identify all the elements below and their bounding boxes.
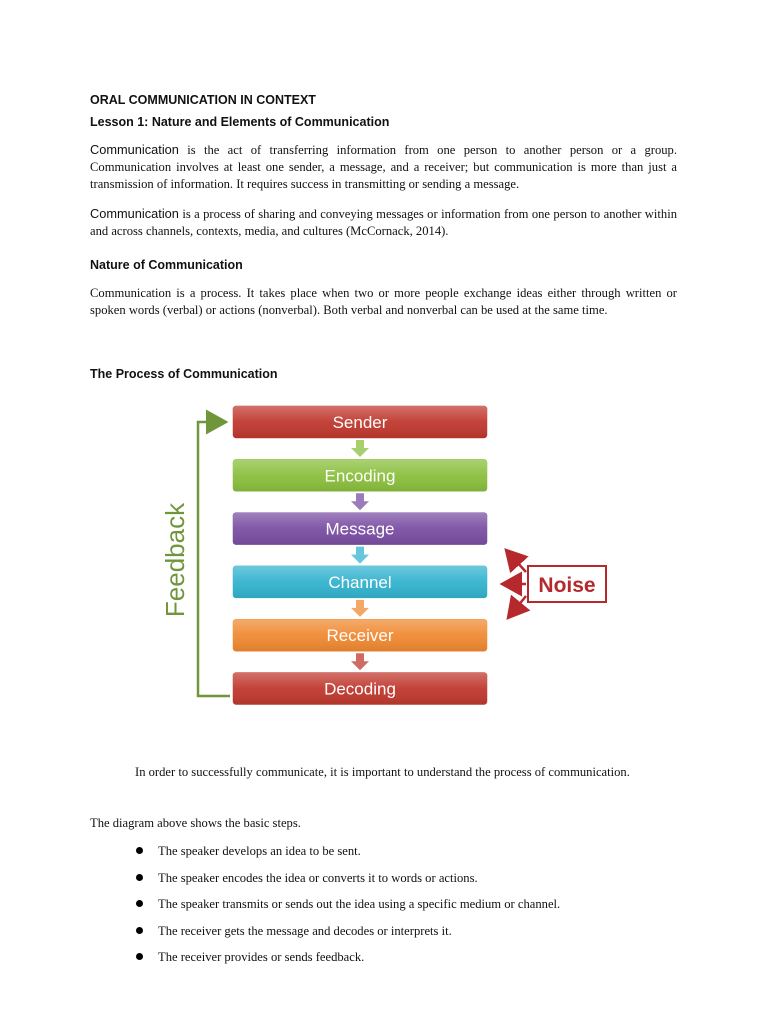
step-channel: [232, 565, 488, 599]
process-heading: The Process of Communication: [90, 367, 278, 381]
list-item: [90, 949, 677, 976]
step-arrow-icon: [351, 600, 369, 617]
step-decoding: [232, 672, 488, 706]
bullet-icon: [136, 953, 143, 960]
communication-process-diagram: [150, 392, 620, 712]
step-receiver: [232, 618, 488, 652]
list-item: [90, 843, 677, 870]
feedback-loop: [160, 422, 230, 696]
paragraph-body: is the act of transferring information from one person to another person or a group. Communication involves at least one sender, a message, and a receiver; but communication is more than just a transmission of information. It requires success in transmitting or sending a message.: [90, 143, 677, 191]
paragraph-process-definition: [90, 205, 677, 240]
step-arrow-icon: [351, 547, 369, 564]
list-item-text: The receiver provides or sends feedback.: [158, 950, 365, 964]
nature-heading: Nature of Communication: [90, 258, 243, 272]
feedback-label: Feedback: [160, 502, 190, 618]
bullet-icon: [136, 847, 143, 854]
nature-paragraph: Communication is a process. It takes place when two or more people exchange ideas either through written or spoken words (verbal) or actions (nonverbal). Both verbal and nonverbal can be used at the same time.: [90, 286, 677, 317]
noise-indicator: [502, 550, 606, 618]
paragraph-body: is a process of sharing and conveying messages or information from one person to another within and across channels, contexts, media, and cultures (McCornack, 2014).: [90, 207, 677, 238]
document-title: ORAL COMMUNICATION IN CONTEXT: [90, 93, 316, 107]
paragraph-lead: Communication: [90, 206, 179, 221]
diagram-intro-text: In order to successfully communicate, it is important to understand the process of communication.: [135, 765, 630, 779]
step-encoding: [232, 458, 488, 492]
step-arrow-icon: [351, 440, 369, 457]
list-item-text: The speaker develops an idea to be sent.: [158, 844, 361, 858]
step-label: Sender: [332, 413, 388, 432]
list-item: [90, 870, 677, 897]
step-message: [232, 512, 488, 546]
step-arrow-icon: [351, 493, 369, 510]
lesson-heading: Lesson 1: Nature and Elements of Communication: [90, 115, 390, 129]
paragraph-definition: [90, 141, 677, 193]
process-steps: [232, 405, 488, 706]
step-arrow-icon: [351, 653, 369, 670]
step-label: Encoding: [324, 466, 396, 486]
diagram-note: The diagram above shows the basic steps.: [90, 816, 301, 830]
step-label: Channel: [328, 572, 392, 592]
basic-steps-list: [90, 843, 677, 976]
list-item-text: The speaker transmits or sends out the idea using a specific medium or channel.: [158, 897, 561, 911]
list-item-text: The speaker encodes the idea or converts it to words or actions.: [158, 870, 478, 885]
step-sender: [232, 405, 488, 439]
step-label: Message: [325, 519, 395, 539]
list-item-text: The receiver gets the message and decodes or interprets it.: [158, 923, 452, 938]
step-label: Decoding: [324, 679, 396, 699]
list-item: [90, 896, 677, 923]
step-label: Receiver: [326, 626, 394, 646]
list-item: [90, 923, 677, 950]
bullet-icon: [136, 874, 143, 881]
paragraph-lead: Communication: [90, 142, 179, 157]
noise-label: Noise: [538, 574, 596, 597]
bullet-icon: [136, 927, 143, 934]
bullet-icon: [136, 900, 143, 907]
